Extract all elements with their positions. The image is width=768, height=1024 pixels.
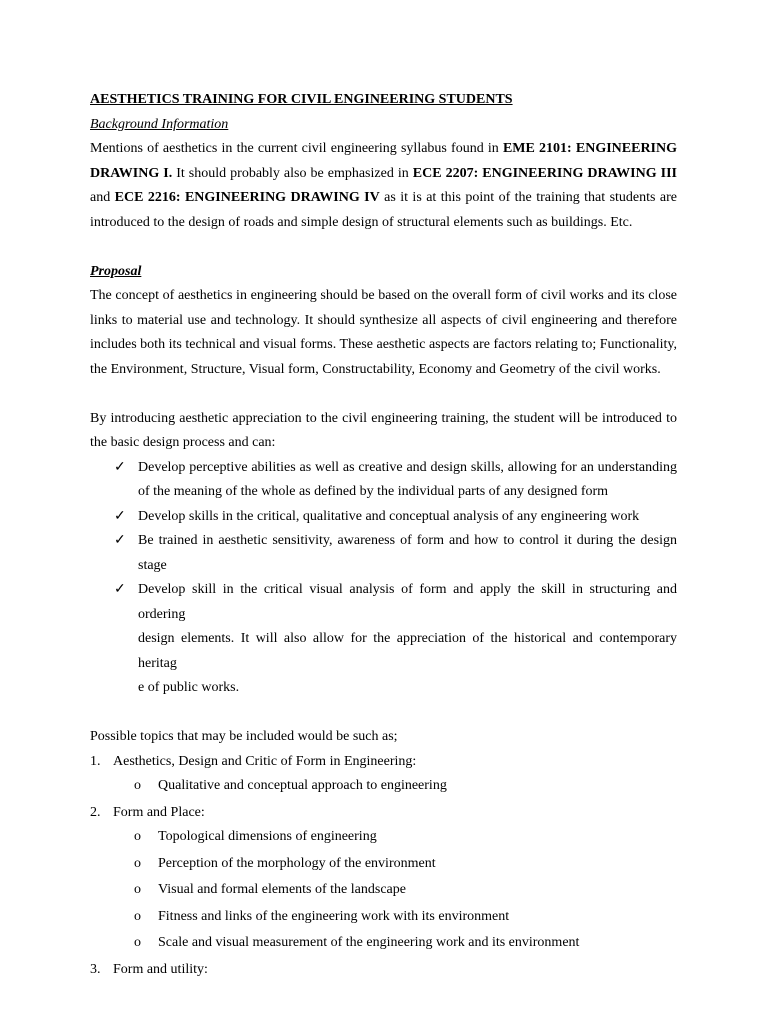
proposal-line: links to material use and technology. It should synthesize all aspects of civil engineering and therefore [90, 312, 677, 328]
topic-number: 1. [90, 753, 101, 769]
proposal-line: includes both its technical and visual forms. These aesthetic aspects are factors relating to; Functionality, [90, 337, 677, 352]
checkmark-icon: ✓ [114, 508, 126, 524]
checklist-item: ✓ Develop perceptive abilities as well as creative and design skills, allowing for an understanding [90, 456, 677, 481]
checkmark-icon: ✓ [114, 582, 126, 597]
checklist-item-continuation: design elements. It will also allow for the appreciation of the historical and contemporary heritag [138, 631, 677, 671]
proposal-line: the Environment, Structure, Visual form, Constructability, Economy and Geometry of the civil works. [90, 361, 661, 377]
circle-bullet-icon: o [134, 935, 141, 950]
checklist-item-continuation: of the meaning of the whole as defined by the individual parts of any designed form [138, 484, 609, 499]
circle-bullet-icon: o [134, 829, 141, 844]
checklist [90, 456, 677, 701]
topics-intro: Possible topics that may be included would be such as; [90, 729, 398, 744]
background-heading: Background Information [90, 116, 229, 132]
checklist-item-continuation: stage [138, 557, 167, 573]
topic-item [90, 750, 677, 775]
topic-number: 2. [90, 804, 101, 820]
topic-item [90, 958, 677, 983]
topic-subitem: o Qualitative and conceptual approach to engineering [90, 774, 677, 799]
document-page [90, 88, 677, 982]
topic-number: 3. [90, 961, 101, 977]
checklist-item: ✓ Be trained in aesthetic sensitivity, awareness of form and how to control it during the design [90, 529, 677, 554]
topic-label: Form and utility: [113, 961, 208, 977]
circle-bullet-icon: o [134, 778, 141, 793]
checklist-item-continuation: e of public works. [138, 680, 240, 695]
background-heading-row [90, 113, 677, 138]
proposal-heading: Proposal [90, 263, 142, 279]
background-line-2: DRAWING I. It should probably also be emphasized in ECE 2207: ENGINEERING DRAWING III [90, 165, 677, 181]
document-title: AESTHETICS TRAINING FOR CIVIL ENGINEERING STUDENTS [90, 92, 513, 107]
intro-line: By introducing aesthetic appreciation to the civil engineering training, the student will be introduced to [90, 410, 677, 426]
topic-subitem: o Topological dimensions of engineering [90, 825, 677, 850]
background-line-1: Mentions of aesthetics in the current civil engineering syllabus found in EME 2101: ENGINEERING [90, 141, 678, 156]
topic-item [90, 801, 677, 826]
checklist-item: ✓ Develop skills in the critical, qualitative and conceptual analysis of any engineering work [90, 505, 677, 530]
checklist-item: ✓ Develop skill in the critical visual analysis of form and apply the skill in structuring and ordering [90, 578, 677, 627]
background-line-3: and ECE 2216: ENGINEERING DRAWING IV as it is at this point of the training that students are [90, 190, 677, 205]
topic-subitem: o Visual and formal elements of the landscape [90, 878, 677, 903]
checkmark-icon: ✓ [114, 459, 126, 475]
topic-label: Form and Place: [113, 804, 205, 820]
checkmark-icon: ✓ [114, 533, 126, 548]
circle-bullet-icon: o [134, 908, 141, 924]
topic-label: Aesthetics, Design and Critic of Form in Engineering: [113, 753, 417, 769]
circle-bullet-icon: o [134, 855, 141, 871]
circle-bullet-icon: o [134, 882, 141, 897]
topic-subitem: o Fitness and links of the engineering work with its environment [90, 905, 677, 930]
topic-subitem: o Scale and visual measurement of the engineering work and its environment [90, 931, 677, 956]
topic-subitem: o Perception of the morphology of the environment [90, 852, 677, 877]
proposal-line: The concept of aesthetics in engineering should be based on the overall form of civil works and its close [90, 288, 677, 303]
background-line-4: introduced to the design of roads and simple design of structural elements such as buildings. Etc. [90, 214, 633, 230]
proposal-heading-row [90, 260, 677, 285]
intro-line: the basic design process and can: [90, 435, 276, 450]
